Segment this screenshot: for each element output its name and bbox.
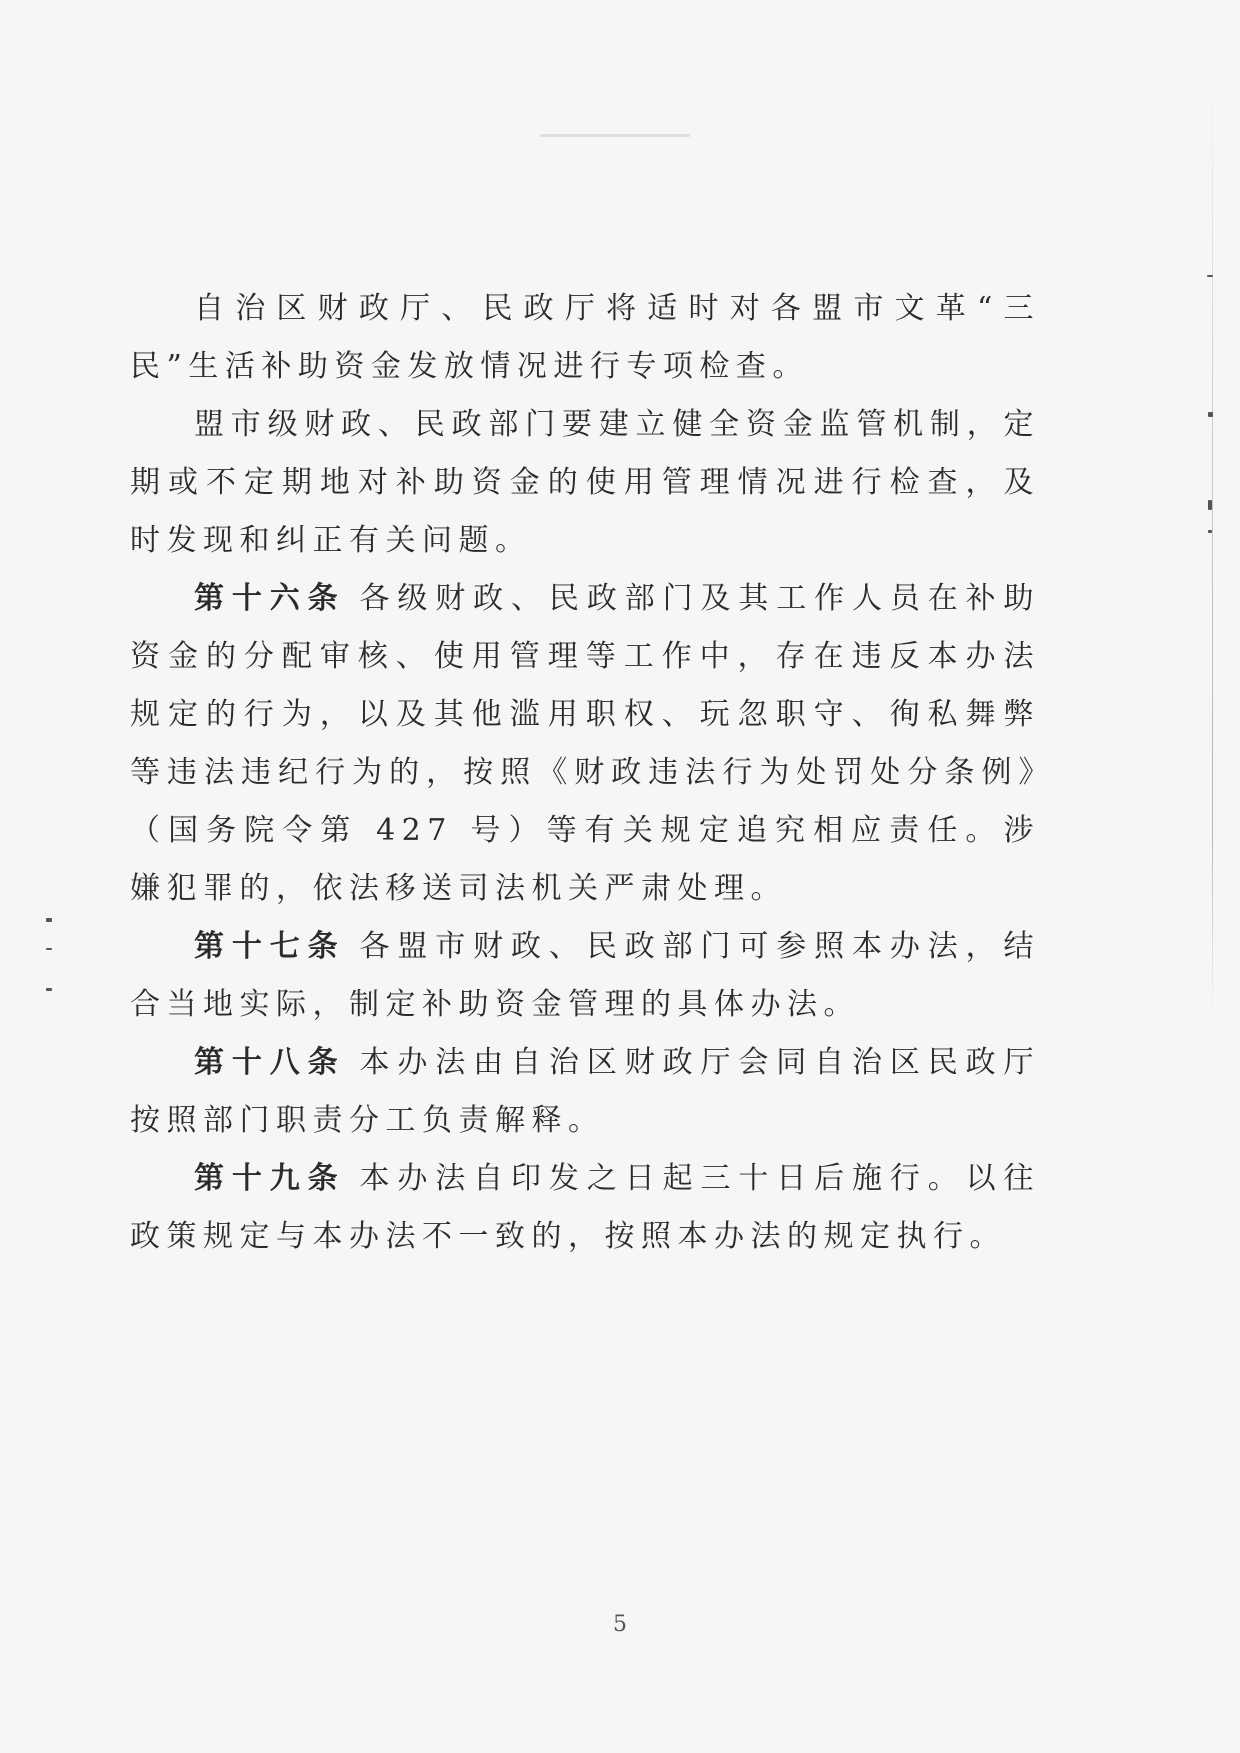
- paragraph-text: 本办法自印发之日起三十日后施行。以往政策规定与本办法不一致的，按照本办法的规定执行。: [130, 1161, 1041, 1254]
- paragraph-text: 盟市级财政、民政部门要建立健全资金监管机制，定期或不定期地对补助资金的使用管理情况进行检查，及时发现和纠正有关问题。: [130, 407, 1040, 558]
- article-18: [130, 1034, 1040, 1150]
- scan-mark: [1208, 412, 1213, 417]
- scan-mark: [46, 948, 52, 950]
- article-heading: 第十七条: [194, 929, 346, 964]
- scan-mark: [1208, 500, 1212, 510]
- article-19: [130, 1150, 1040, 1266]
- page-number: 5: [613, 1612, 627, 1637]
- scan-mark: [1208, 530, 1212, 533]
- article-16: [130, 570, 1040, 918]
- paragraph-text: 各级财政、民政部门及其工作人员在补助资金的分配审核、使用管理等工作中，存在违反本办法规定的行为，以及其他滥用职权、玩忽职守、徇私舞弊等违法违纪行为的，按照《财政违法行为处罚处分条例》（国务院令第 427 号）等有关规定追究相应责任。涉嫌犯罪的，依法移送司法机关严肃处理。: [130, 581, 1041, 906]
- article-17: [130, 918, 1040, 1034]
- paragraph: [130, 396, 1040, 570]
- scan-mark: [1207, 275, 1213, 277]
- article-heading: 第十八条: [194, 1045, 346, 1080]
- scan-smudge: [540, 134, 690, 137]
- paragraph-text: 各盟市财政、民政部门可参照本办法，结合当地实际，制定补助资金管理的具体办法。: [130, 929, 1041, 1022]
- document-body: [130, 280, 1040, 1266]
- paragraph-text: 自治区财政厅、民政厅将适时对各盟市文革“三民”生活补助资金发放情况进行专项检查。: [130, 291, 1040, 384]
- paragraph-text: 本办法由自治区财政厅会同自治区民政厅按照部门职责分工负责解释。: [130, 1045, 1041, 1138]
- scan-margin-line: [1212, 70, 1213, 1020]
- scan-mark: [46, 988, 52, 991]
- scan-mark: [46, 918, 52, 922]
- article-heading: 第十九条: [194, 1161, 346, 1196]
- article-heading: 第十六条: [194, 581, 346, 616]
- paragraph: [130, 280, 1040, 396]
